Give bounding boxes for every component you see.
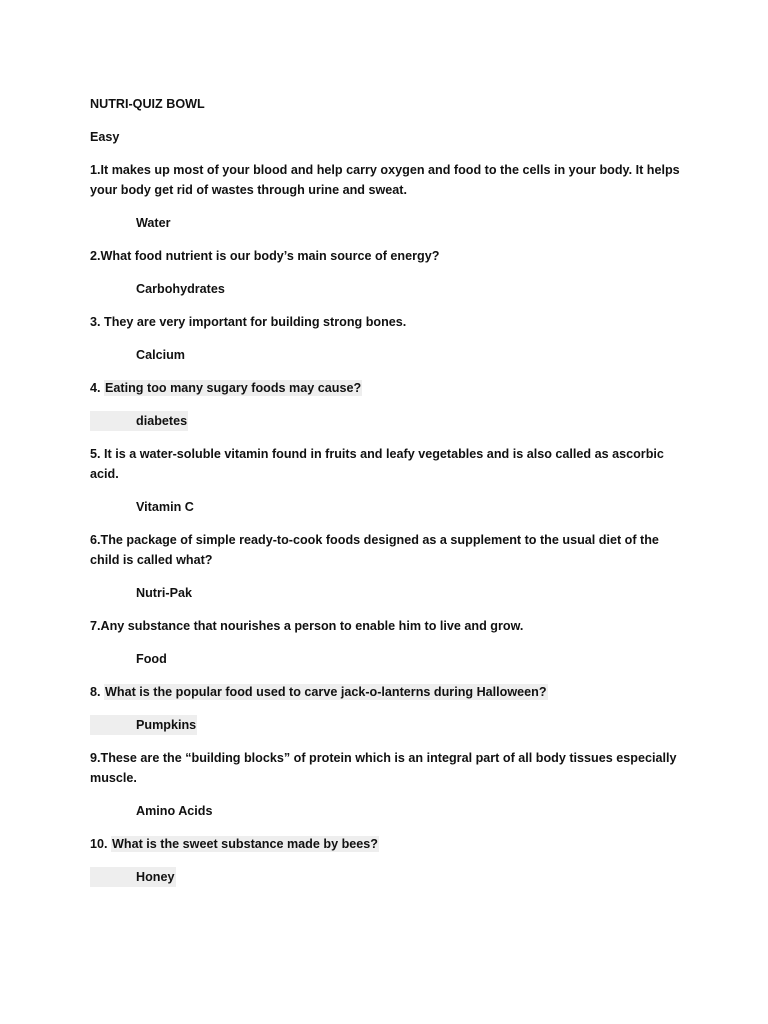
answer-text: Vitamin C [136, 500, 194, 514]
answer-text: Water [136, 216, 171, 230]
answer-text: Pumpkins [90, 715, 197, 735]
question-text: Any substance that nourishes a person to enable him to live and grow. [100, 619, 524, 633]
question-text: It makes up most of your blood and help carry oxygen and food to the cells in your body. It helps your body get rid of wastes through urine and sweat. [90, 163, 680, 197]
question-text: The package of simple ready-to-cook foods designed as a supplement to the usual diet of the child is called what? [90, 533, 659, 567]
question-number: 4. [90, 381, 105, 395]
answer-text: Calcium [136, 348, 185, 362]
question-number: 2. [90, 249, 101, 263]
document-title: NUTRI-QUIZ BOWL [90, 97, 205, 111]
question-number: 6. [90, 533, 101, 547]
quiz-answer [90, 497, 690, 517]
quiz-answer [90, 867, 690, 887]
quiz-question [90, 444, 690, 484]
quiz-question [90, 834, 690, 854]
quiz-answer [90, 649, 690, 669]
quiz-answer [90, 411, 690, 431]
question-number: 10. [90, 837, 112, 851]
quiz-question [90, 378, 690, 398]
question-text: What is the popular food used to carve jack-o-lanterns during Halloween? [105, 685, 547, 699]
quiz-question [90, 748, 690, 788]
quiz-answer [90, 345, 690, 365]
document-content [90, 94, 690, 900]
question-number: 7. [90, 619, 101, 633]
quiz-question [90, 682, 690, 702]
question-text: Eating too many sugary foods may cause? [105, 381, 362, 395]
quiz-list [90, 160, 690, 887]
question-number: 9. [90, 751, 101, 765]
quiz-answer [90, 715, 690, 735]
quiz-question [90, 312, 690, 332]
question-number: 1. [90, 163, 101, 177]
question-text: They are very important for building strong bones. [104, 315, 407, 329]
answer-text: Nutri-Pak [136, 586, 192, 600]
question-text: These are the “building blocks” of protein which is an integral part of all body tissues especially muscle. [90, 751, 677, 785]
answer-text: Amino Acids [136, 804, 213, 818]
question-text: What is the sweet substance made by bees? [112, 837, 378, 851]
answer-text: Food [136, 652, 167, 666]
question-text: What food nutrient is our body’s main source of energy? [100, 249, 440, 263]
question-number: 3. [90, 315, 105, 329]
quiz-question [90, 160, 690, 200]
question-text: It is a water-soluble vitamin found in fruits and leafy vegetables and is also called as ascorbic acid. [90, 447, 664, 481]
quiz-answer [90, 213, 690, 233]
question-number: 8. [90, 685, 105, 699]
quiz-answer [90, 583, 690, 603]
answer-text: Honey [90, 867, 176, 887]
difficulty-level: Easy [90, 130, 120, 144]
answer-text: diabetes [90, 411, 188, 431]
quiz-answer [90, 279, 690, 299]
quiz-question [90, 616, 690, 636]
quiz-question [90, 246, 690, 266]
answer-text: Carbohydrates [136, 282, 225, 296]
quiz-question [90, 530, 690, 570]
quiz-answer [90, 801, 690, 821]
question-number: 5. [90, 447, 105, 461]
